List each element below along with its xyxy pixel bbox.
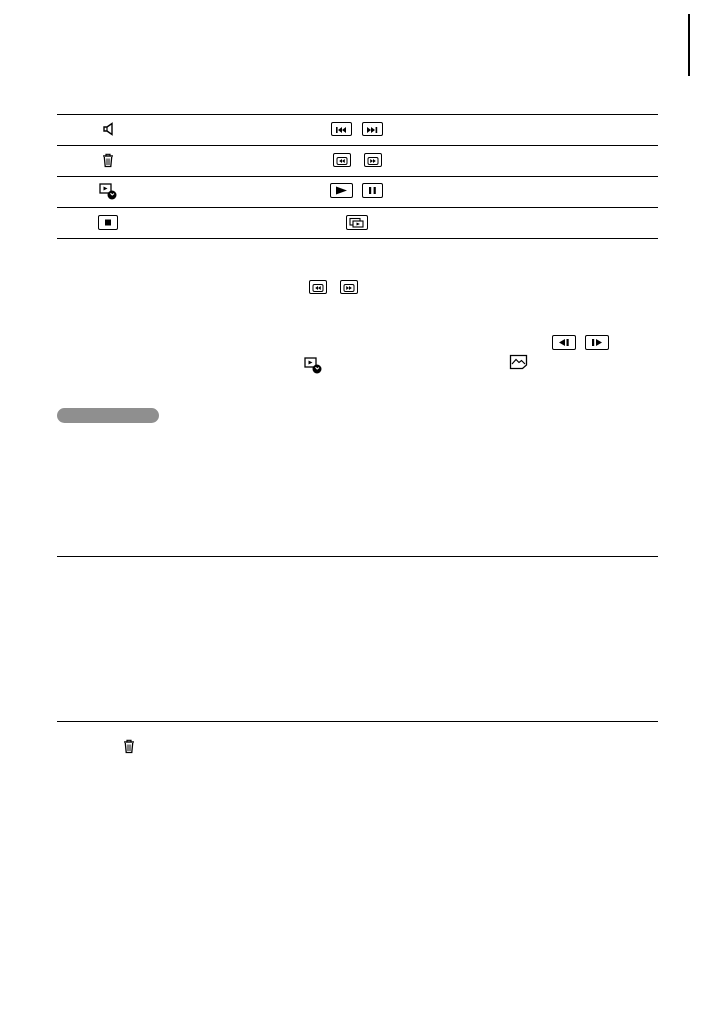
pause-icon[interactable] [362,183,383,198]
playback-zoom-icon[interactable] [99,183,118,200]
section-divider [57,556,658,557]
speaker-icon[interactable] [102,122,116,136]
section-badge [57,408,159,423]
table-rule-top [57,114,658,115]
fast-forward-icon[interactable] [364,153,382,167]
play-icon[interactable] [330,183,353,198]
rewind-icon[interactable] [309,280,327,294]
section-divider [57,721,658,722]
fast-forward-icon[interactable] [340,280,358,294]
photo-capture-icon [509,354,529,370]
slideshow-icon[interactable] [346,215,368,230]
skip-next-icon[interactable] [362,122,383,136]
trash-icon [122,739,136,754]
slow-forward-icon[interactable] [585,335,609,350]
table-rule [57,207,658,208]
page-edge-marker [688,14,690,76]
trash-icon[interactable] [101,153,115,168]
slow-reverse-icon[interactable] [552,335,576,350]
table-rule-bottom [57,238,658,239]
stop-icon[interactable] [98,215,118,230]
table-rule [57,176,658,177]
playback-zoom-icon [304,357,323,374]
skip-previous-icon[interactable] [331,122,352,136]
table-rule [57,145,658,146]
rewind-icon[interactable] [333,153,351,167]
